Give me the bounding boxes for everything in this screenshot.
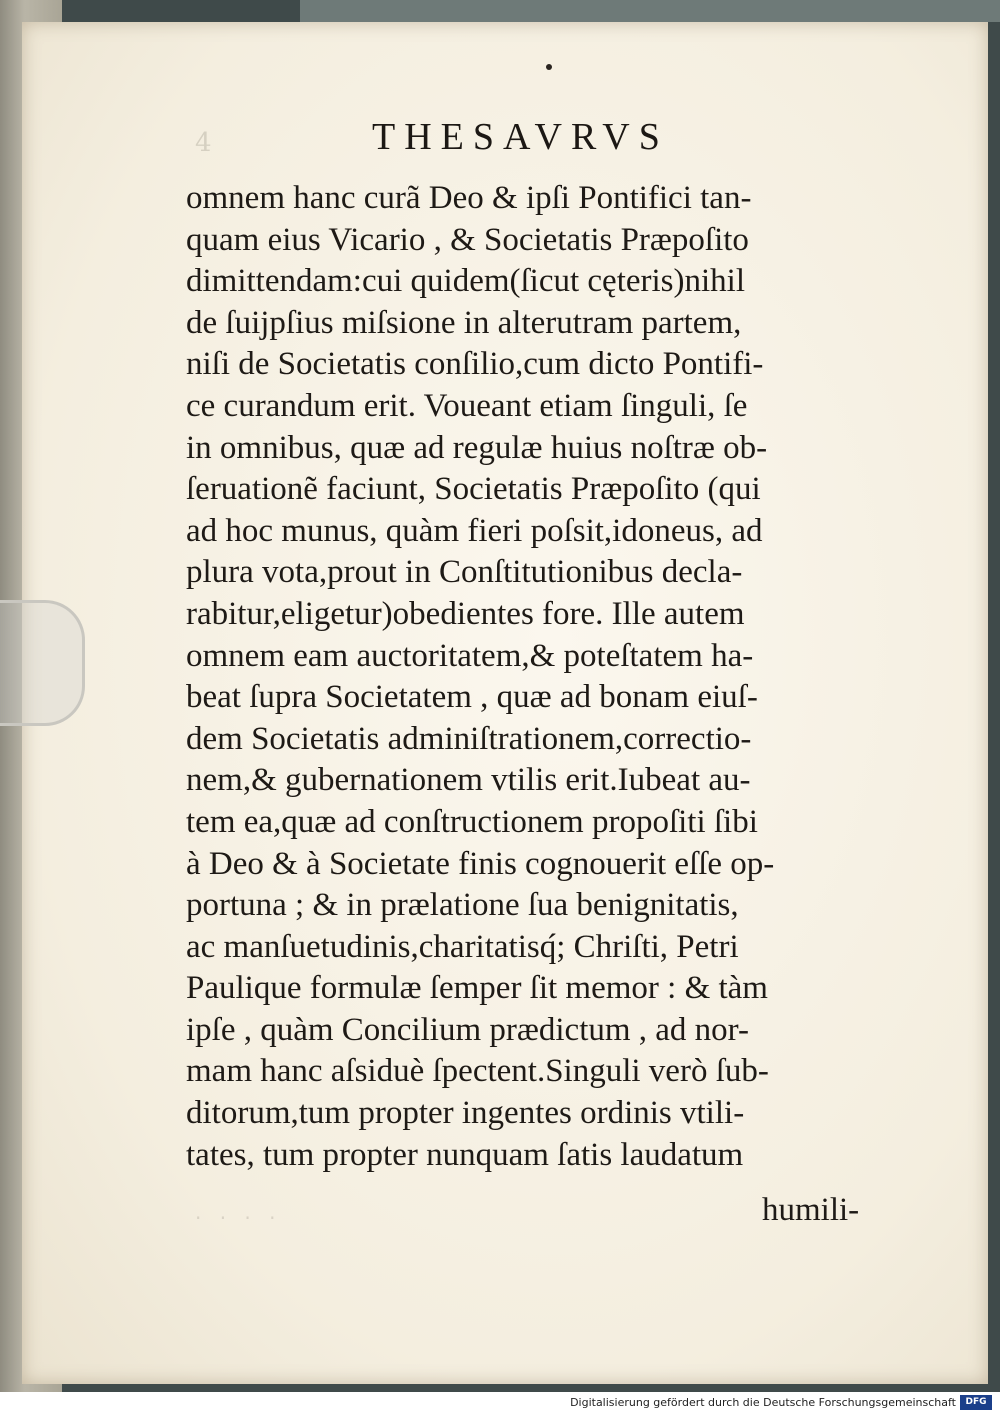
catchword: humili- — [762, 1192, 860, 1228]
running-head: THESAVRVS — [372, 116, 669, 158]
text-line: mam hanc aſsiduè ſpectent.Singuli verò ſub- — [186, 1053, 769, 1090]
page-clip — [0, 600, 85, 726]
text-line: ac manſuetudinis,charitatisq́; Chriſti, Petri — [186, 928, 739, 965]
text-line: niſi de Societatis conſilio,cum dicto Pontifi- — [186, 346, 764, 383]
text-line: dem Societatis adminiſtrationem,correctio- — [186, 720, 752, 757]
bleed-through-mark: 4 — [195, 128, 212, 158]
text-line: nem,& gubernationem vtilis erit.Iubeat au- — [186, 762, 751, 799]
text-line: ſeruationẽ faciunt, Societatis Præpoſito (qui — [186, 471, 761, 508]
bleed-through-footer: · · · · — [195, 1206, 282, 1230]
dfg-logo: DFG — [960, 1395, 992, 1410]
top-background — [300, 0, 1000, 22]
text-line: plura vota,prout in Conſtitutionibus decla- — [186, 554, 743, 591]
text-line: tem ea,quæ ad conſtructionem propoſiti ſibi — [186, 803, 758, 840]
text-line: ad hoc munus, quàm fieri poſsit,idoneus, ad — [186, 512, 763, 549]
body-text — [186, 178, 906, 1176]
text-line: tates, tum propter nunquam ſatis laudatum — [186, 1136, 744, 1173]
text-line: de ſuijpſius miſsione in alterutram partem, — [186, 304, 742, 341]
text-line: omnem hanc curã Deo & ipſi Pontifici tan- — [186, 180, 752, 216]
text-line: ditorum,tum propter ingentes ordinis vtili- — [186, 1095, 745, 1132]
text-line: in omnibus, quæ ad regulæ huius noſtræ ob- — [186, 429, 768, 466]
credit-text: Digitalisierung gefördert durch die Deutsche Forschungsgemeinschaft — [570, 1396, 956, 1409]
text-line: rabitur,eligetur)obedientes fore. Ille autem — [186, 595, 745, 632]
text-line: dimittendam:cui quidem(ſicut cęteris)nihil — [186, 263, 746, 300]
text-line: à Deo & à Societate finis cognouerit eſſe op- — [186, 845, 775, 882]
credit-bar — [0, 1392, 1000, 1414]
ink-dot — [546, 64, 552, 70]
text-line: portuna ; & in prælatione ſua benignitatis, — [186, 887, 739, 924]
text-line: ipſe , quàm Concilium prædictum , ad nor- — [186, 1011, 749, 1048]
text-line: Paulique formulæ ſemper ſit memor : & tàm — [186, 970, 768, 1007]
text-line: beat ſupra Societatem , quæ ad bonam eiuſ- — [186, 679, 758, 716]
text-line: omnem eam auctoritatem,& poteſtatem ha- — [186, 637, 754, 674]
text-line: ce curandum erit. Voueant etiam ſinguli, ſe — [186, 387, 748, 424]
text-line: quam eius Vicario , & Societatis Præpoſito — [186, 221, 749, 258]
